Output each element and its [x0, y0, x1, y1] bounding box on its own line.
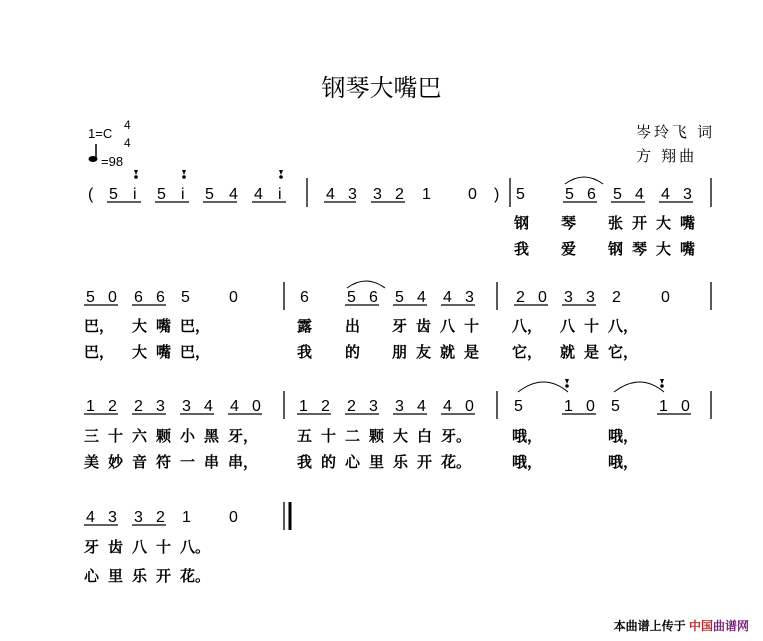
lyric: 嘴 — [156, 317, 172, 335]
lyric: 小 — [180, 427, 196, 445]
note: 1 — [299, 398, 308, 415]
lyric: 花。 — [441, 453, 472, 471]
note: 6 — [156, 289, 165, 306]
lyric: 就 — [560, 343, 576, 361]
note: 4 — [204, 398, 213, 415]
lyric: 八， — [608, 317, 639, 335]
lyric: 一 — [180, 453, 196, 471]
note: 3 — [108, 509, 117, 526]
note: 0 — [538, 289, 547, 306]
lyric: 大 — [656, 214, 672, 232]
lyric: 符 — [156, 453, 172, 471]
footer-brand-china: 中国 — [688, 619, 713, 633]
note: 3 — [348, 186, 357, 203]
row-1-lyrics-verse-2 — [514, 240, 695, 258]
tempo-marking: =98 — [101, 154, 124, 169]
time-signature-bottom: 4 — [124, 136, 131, 150]
lyric: 颗 — [369, 427, 385, 445]
lyric: 琴 — [632, 240, 648, 258]
lyric: 哦， — [512, 427, 543, 445]
note: 4 — [635, 186, 644, 203]
lyric: 心 — [345, 453, 361, 471]
lyric: 是 — [584, 343, 600, 361]
note: 1 — [182, 509, 191, 526]
note: 1 — [659, 398, 668, 415]
lyric: 齿 — [108, 538, 124, 556]
note: 3 — [182, 398, 191, 415]
lyric: 嘴 — [156, 343, 172, 361]
note: 0 — [661, 289, 670, 306]
note: 3 — [134, 509, 143, 526]
lyricist-credit: 岑玲飞 词 — [636, 124, 716, 141]
note: 1 — [86, 398, 95, 415]
note: 6 — [587, 186, 596, 203]
note: 4 — [443, 398, 452, 415]
lyric: 牙 — [392, 317, 408, 335]
footer-watermark — [614, 617, 749, 634]
lyric: 的 — [321, 453, 337, 471]
note: 4 — [417, 289, 426, 306]
lyric: 巴， — [180, 317, 211, 335]
lyric: 黑 — [204, 427, 220, 445]
lyric: 它， — [608, 343, 639, 361]
note: 5 — [86, 289, 95, 306]
note: 5 — [181, 289, 190, 306]
note: 5 — [516, 186, 525, 203]
note: 4 — [229, 186, 238, 203]
note: i — [278, 186, 282, 203]
note: 2 — [347, 398, 356, 415]
lyric: 里 — [108, 567, 124, 585]
lyric: 十 — [108, 427, 124, 445]
note: 4 — [326, 186, 335, 203]
lyric: 十 — [464, 317, 480, 335]
lyric: 美 — [84, 453, 100, 471]
note: ) — [494, 186, 500, 203]
lyric: 牙 — [84, 538, 100, 556]
note: 5 — [514, 398, 523, 415]
footer-brand-scores: 曲谱网 — [712, 619, 749, 633]
lyric: 大 — [656, 240, 672, 258]
row-1-notes — [88, 186, 692, 203]
note: 5 — [347, 289, 356, 306]
note: 1 — [564, 398, 573, 415]
lyric: 串 — [204, 453, 220, 471]
row-4-lyrics-verse-2 — [84, 567, 210, 585]
lyric: 颗 — [156, 427, 172, 445]
lyric: 爱 — [561, 240, 577, 258]
note: 2 — [156, 509, 165, 526]
note: 3 — [465, 289, 474, 306]
note: 0 — [465, 398, 474, 415]
lyric: 哦， — [608, 427, 639, 445]
note: 5 — [611, 398, 620, 415]
lyric: 三 — [84, 427, 100, 445]
row-2-lyrics-verse-2 — [84, 343, 638, 362]
note: 2 — [134, 398, 143, 415]
note: 2 — [321, 398, 330, 415]
lyric: 乐 — [132, 567, 148, 585]
lyric: 友 — [416, 343, 432, 361]
row-3-lyrics-verse-2 — [84, 453, 638, 472]
note: 1 — [422, 186, 431, 203]
note: 3 — [586, 289, 595, 306]
note: 5 — [613, 186, 622, 203]
note: 2 — [612, 289, 621, 306]
lyric: 大 — [132, 343, 148, 361]
lyric: 哦， — [608, 453, 639, 471]
lyric: 八。 — [180, 538, 211, 556]
lyric: 钢 — [608, 240, 624, 258]
lyric: 心 — [84, 567, 100, 585]
note: 6 — [369, 289, 378, 306]
lyric: 五 — [297, 427, 313, 445]
note: 0 — [229, 289, 238, 306]
note: 0 — [252, 398, 261, 415]
note: 0 — [229, 509, 238, 526]
note: 2 — [516, 289, 525, 306]
note: 6 — [134, 289, 143, 306]
lyric: 八 — [132, 538, 148, 556]
lyric: 牙， — [228, 427, 259, 445]
lyric: 里 — [369, 453, 385, 471]
note: 3 — [395, 398, 404, 415]
note: 3 — [369, 398, 378, 415]
lyric: 八 — [560, 317, 576, 335]
lyric: 出 — [345, 317, 361, 335]
lyric: 巴， — [84, 317, 115, 335]
note: 0 — [468, 186, 477, 203]
lyric: 白 — [417, 427, 433, 445]
lyric: 巴， — [180, 343, 211, 361]
lyric: 的 — [345, 343, 361, 361]
note: 4 — [86, 509, 95, 526]
lyric: 十 — [321, 427, 337, 445]
note: 2 — [108, 398, 117, 415]
footer-prefix: 本曲谱上传于 — [613, 619, 686, 633]
row-2-notes — [86, 289, 670, 306]
note: 3 — [564, 289, 573, 306]
note: i — [133, 186, 137, 203]
note: 3 — [156, 398, 165, 415]
row-1-lyrics-verse-1 — [513, 214, 695, 232]
lyric: 花。 — [180, 567, 211, 585]
lyric: 嘴 — [680, 214, 696, 232]
note: 0 — [586, 398, 595, 415]
note: 3 — [373, 186, 382, 203]
lyric: 串， — [228, 453, 259, 471]
row-3-lyrics-verse-1 — [84, 427, 638, 446]
lyric: 八 — [440, 317, 456, 335]
note: 3 — [683, 186, 692, 203]
note: 5 — [109, 186, 118, 203]
lyric: 十 — [584, 317, 600, 335]
note: 4 — [443, 289, 452, 306]
lyric: 钢 — [514, 214, 530, 232]
lyric: 六 — [132, 427, 148, 445]
lyric: 开 — [417, 453, 433, 471]
note: 5 — [205, 186, 214, 203]
lyric: 妙 — [108, 453, 124, 471]
note: i — [181, 186, 185, 203]
note: ( — [88, 186, 94, 203]
lyric: 张 — [608, 214, 624, 232]
lyric: 哦， — [512, 453, 543, 471]
row-4-notes — [86, 509, 238, 526]
note: 4 — [254, 186, 263, 203]
row-2-lyrics-verse-1 — [84, 317, 638, 336]
note: 6 — [300, 289, 309, 306]
lyric: 乐 — [393, 453, 409, 471]
page-title: 钢琴大嘴巴 — [321, 75, 442, 102]
lyric: 我 — [297, 453, 313, 471]
lyric: 开 — [156, 567, 172, 585]
lyric: 大 — [132, 317, 148, 335]
lyric: 牙。 — [441, 427, 472, 445]
lyric: 八， — [512, 317, 543, 335]
lyric: 巴， — [84, 343, 115, 361]
lyric: 嘴 — [680, 240, 696, 258]
lyric: 琴 — [561, 214, 577, 232]
lyric: 是 — [464, 343, 480, 361]
lyric: 大 — [393, 427, 409, 445]
note: 0 — [108, 289, 117, 306]
note: 5 — [395, 289, 404, 306]
lyric: 露 — [297, 317, 313, 335]
composer-credit: 方 翔曲 — [636, 148, 698, 165]
lyric: 它， — [512, 343, 543, 361]
lyric: 就 — [440, 343, 456, 361]
lyric: 我 — [297, 343, 313, 361]
row-3-notes — [86, 398, 690, 415]
note: 5 — [565, 186, 574, 203]
note: 4 — [661, 186, 670, 203]
lyric: 音 — [132, 453, 148, 471]
note: 2 — [395, 186, 404, 203]
lyric: 齿 — [416, 317, 432, 335]
time-signature-top: 4 — [124, 118, 131, 132]
lyric: 朋 — [392, 343, 408, 361]
lyric: 开 — [632, 214, 648, 232]
note: 4 — [417, 398, 426, 415]
lyric: 二 — [345, 427, 361, 445]
lyric: 十 — [156, 538, 172, 556]
row-4-lyrics-verse-1 — [84, 538, 210, 556]
note: 0 — [681, 398, 690, 415]
lyric: 我 — [514, 240, 530, 258]
note: 4 — [230, 398, 239, 415]
key-signature: 1=C — [88, 126, 113, 141]
underlines — [84, 202, 696, 525]
note: 5 — [157, 186, 166, 203]
